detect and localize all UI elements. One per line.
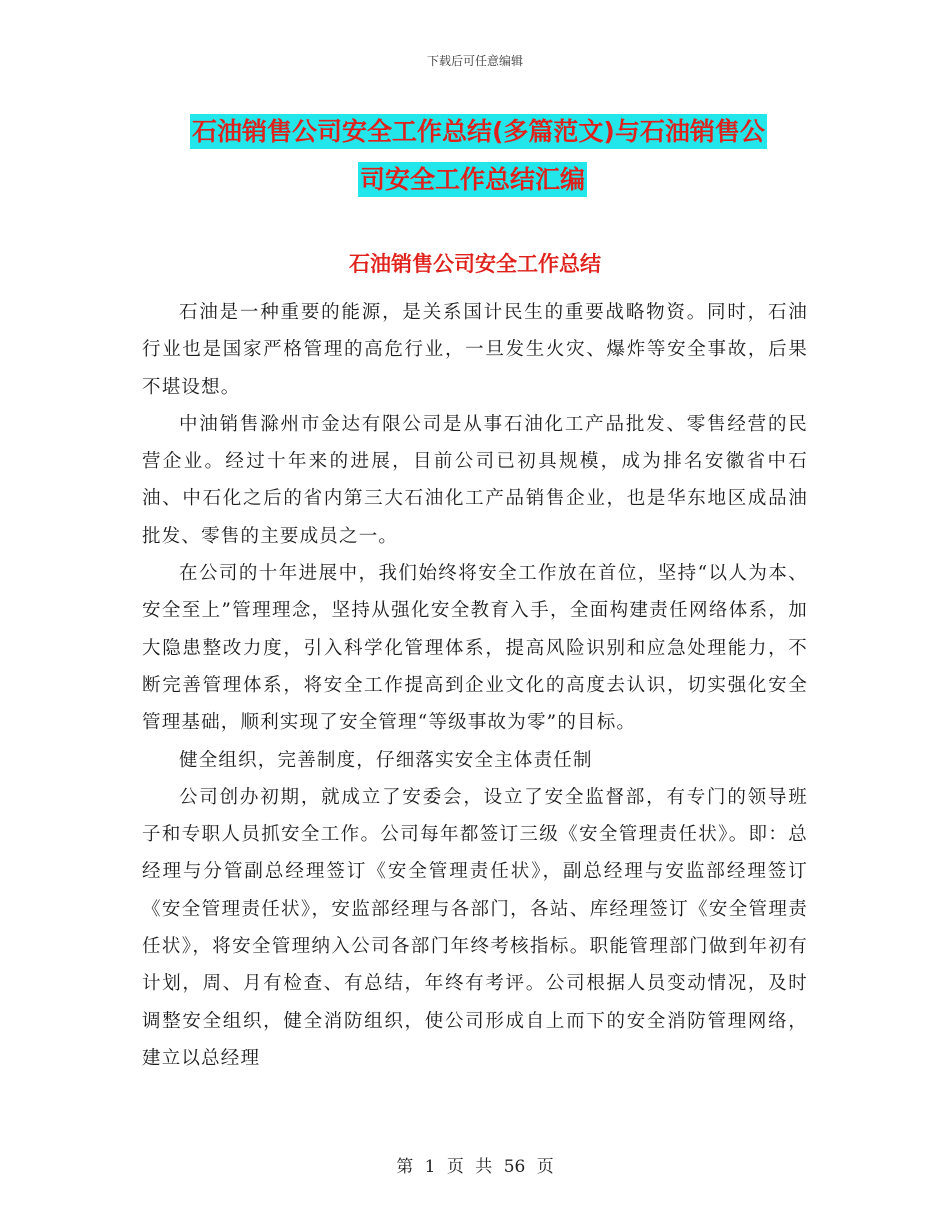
document-title — [190, 108, 810, 204]
paragraph: 公司创办初期，就成立了安委会，设立了安全监督部，有专门的领导班子和专职人员抓安全工作。公司每年都签订三级《安全管理责任状》。即：总经理与分管副总经理签订《安全管理责任状》，副总经理与安监部经理签订《安全管理责任状》，安监部经理与各部门，各站、库经理签订《安全管理责任状》，将安全管理纳入公司各部门年终考核指标。职能管理部门做到年初有计划，周、月有检查、有总结，年终有考评。公司根据人员变动情况，及时调整安全组织，健全消防组织，使公司形成自上而下的安全消防管理网络，建立以总经理 — [142, 786, 808, 1069]
paragraph: 石油是一种重要的能源，是关系国计民生的重要战略物资。同时，石油行业也是国家严格管理的高危行业，一旦发生火灾、爆炸等安全事故，后果不堪设想。 — [142, 302, 808, 398]
document-body — [142, 294, 808, 1077]
title-line-1: 石油销售公司安全工作总结(多篇范文)与石油销售公 — [190, 114, 767, 149]
header-note: 下载后可任意编辑 — [426, 54, 523, 68]
page-number: 第 1 页 共 56 页 — [396, 1157, 554, 1177]
section-title: 石油销售公司安全工作总结 — [349, 252, 601, 276]
paragraph: 在公司的十年进展中，我们始终将安全工作放在首位，坚持“以人为本、安全至上”管理理念，坚持从强化安全教育入手，全面构建责任网络体系，加大隐患整改力度，引入科学化管理体系，提高风险识别和应急处理能力，不断完善管理体系，将安全工作提高到企业文化的高度去认识，切实强化安全管理基础，顺利实现了安全管理“等级事故为零”的目标。 — [142, 563, 808, 734]
title-line-2: 司安全工作总结汇编 — [358, 162, 587, 197]
subheading-paragraph: 健全组织，完善制度，仔细落实安全主体责任制 — [179, 749, 593, 771]
paragraph: 中油销售滁州市金达有限公司是从事石油化工产品批发、零售经营的民营企业。经过十年来的进展，目前公司已初具规模，成为排名安徽省中石油、中石化之后的省内第三大石油化工产品销售企业，也是华东地区成品油批发、零售的主要成员之一。 — [142, 413, 808, 547]
